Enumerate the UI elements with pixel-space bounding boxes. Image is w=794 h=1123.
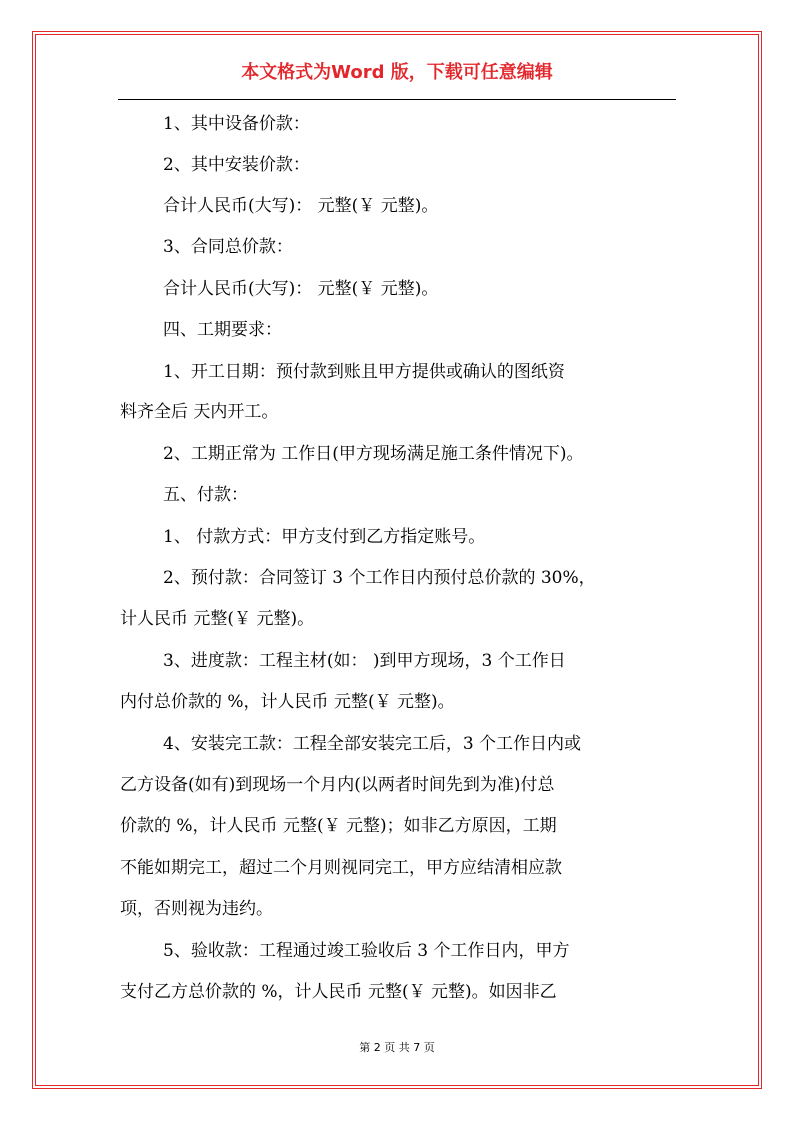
text-line: 计人民币 元整(￥ 元整)。 [120,609,315,629]
text-line: 合计人民币(大写)： 元整(￥ 元整)。 [163,279,439,299]
page-border-inner [35,34,759,1086]
text-line: 1、 付款方式：甲方支付到乙方指定账号。 [163,527,486,547]
text-line: 2、工期正常为 工作日(甲方现场满足施工条件情况下)。 [163,444,584,464]
header-divider [118,99,676,100]
text-line: 支付乙方总价款的 %，计人民币 元整(￥ 元整)。如因非乙 [120,982,557,1002]
text-line: 5、验收款：工程通过竣工验收后 3 个工作日内，甲方 [163,941,570,961]
text-line: 2、预付款：合同签订 3 个工作日内预付总价款的 30%， [163,568,596,588]
text-line: 3、进度款：工程主材(如： )到甲方现场，3 个工作日 [163,651,566,671]
text-line: 五、付款： [163,485,248,505]
text-line: 项，否则视为违约。 [120,899,273,919]
page-number: 第 2 页 共 7 页 [359,1041,435,1054]
text-line: 4、安装完工款：工程全部安装完工后，3 个工作日内或 [163,734,582,754]
document-header-title: 本文格式为Word 版，下载可任意编辑 [241,62,553,83]
text-line: 价款的 %，计人民币 元整(￥ 元整)；如非乙方原因，工期 [120,816,557,836]
text-line: 四、工期要求： [163,320,282,340]
text-line: 2、其中安装价款： [163,155,310,175]
text-line: 乙方设备(如有)到现场一个月内(以两者时间先到为准)付总 [120,775,555,795]
text-line: 不能如期完工，超过二个月则视同完工，甲方应结清相应款 [120,858,562,878]
text-line: 合计人民币(大写)： 元整(￥ 元整)。 [163,196,439,216]
text-line: 1、开工日期：预付款到账且甲方提供或确认的图纸资 [163,362,565,382]
text-line: 3、合同总价款： [163,237,293,257]
text-line: 1、其中设备价款： [163,114,310,134]
text-line: 内付总价款的 %，计人民币 元整(￥ 元整)。 [120,692,455,712]
text-line: 料齐全后 天内开工。 [120,402,279,422]
